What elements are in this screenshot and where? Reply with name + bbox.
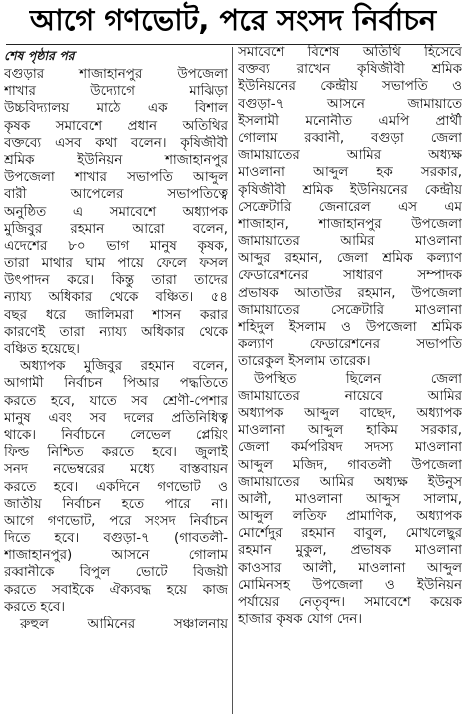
text-line: জাতীয় নির্বাচন হতে পারে না। <box>4 496 228 512</box>
right-column <box>238 44 462 716</box>
text-line: বঞ্চিত হয়েছে। <box>4 342 80 357</box>
text-line: করতে হবে। <box>4 599 66 615</box>
text-line: উপস্থিত ছিলেন জেলা <box>254 371 462 387</box>
text-line: করতে সবাইকে ঐক্যবদ্ধ হয়ে কাজ <box>4 582 228 598</box>
right-column-text <box>238 44 462 628</box>
text-line: ইসলামী মনোনীত এমপি প্রার্থী <box>238 113 462 129</box>
text-line: করতে হবে, যাতে সব শ্রেণী-পেশার <box>4 393 228 409</box>
text-line: আব্দুল মজিদ, গাবতলী উপজেলা <box>238 457 462 473</box>
text-line: বারী আপেলের সভাপতিত্বে <box>4 187 228 203</box>
text-line: গোলাম রব্বানী, বগুড়া জেলা <box>238 130 462 146</box>
text-line: শাজাহানপুর) আসনে গোলাম <box>4 548 228 564</box>
text-line: সনদ নভেম্বরের মধ্যে বাস্তবায়ন <box>4 462 228 478</box>
text-line: কৃষক সমাবেশে প্রধান অতিথির <box>4 118 228 134</box>
text-line: সেক্রেটারি জেনারেল এস এম <box>238 199 462 215</box>
text-line: মাওলানা আব্দুল হাকিম সরকার, <box>238 423 462 439</box>
text-line: জেলা কর্মপরিষদ সদস্য মাওলানা <box>238 440 462 456</box>
text-line: কাওসার আলী, মাওলানা আব্দুল <box>238 560 462 576</box>
text-line: শাখার উদ্যোগে মাঝিড়া <box>4 84 228 100</box>
text-line: শহিদুল ইসলাম ও উপজেলা শ্রমিক <box>238 320 462 335</box>
text-line: উচ্চবিদ্যালয় মাঠে এক বিশাল <box>4 101 228 117</box>
text-line: ইউনিয়নের কেন্দ্রীয় সভাপতি ও <box>238 79 462 95</box>
text-line: মানুষ এবং সব দলের প্রতিনিধিত্ব <box>4 410 228 426</box>
text-line: উৎপাদন করে। কিন্তু তারা তাদের <box>4 273 228 289</box>
text-line: মাওলানা আব্দুল হক সরকার, <box>238 165 462 181</box>
text-line: জামায়াতের আমির অধ্যক্ষ ইউনুস <box>238 474 462 490</box>
text-line: মোর্শেদুর রহমান বাবুল, মোখলেছুর <box>238 526 462 542</box>
text-line: আব্দুল লতিফ প্রামাণিক, অধ্যাপক <box>238 509 462 525</box>
text-line: বক্তব্য রাখেন কৃষিজীবী শ্রমিক <box>238 62 462 78</box>
text-line: জামায়াতের সেক্রেটারি মাওলানা <box>238 302 462 318</box>
text-line: জামায়াতের নায়েবে আমির <box>238 388 462 404</box>
text-line: থাকে। নির্বাচনে লেভেল প্লেয়িং <box>4 427 228 443</box>
text-line: আগামী নির্বাচন পিআর পদ্ধতিতে <box>4 376 228 392</box>
continuation-kicker: শেষ পৃষ্ঠার পর <box>4 48 75 63</box>
text-line: জামায়াতের আমির অধ্যক্ষ <box>238 148 462 164</box>
text-line: আগে গণভোট, পরে সংসদ নির্বাচন <box>4 513 228 529</box>
text-line: হাজার কৃষক যোগ দেন। <box>238 612 363 628</box>
text-line: করতে হবে। একদিনে গণভোট ও <box>4 479 228 495</box>
text-line: কারণেই তারা ন্যায্য অধিকার থেকে <box>4 324 228 340</box>
left-column-text <box>4 66 228 633</box>
text-line: বছর ধরে জালিমরা শাসন করার <box>4 307 228 323</box>
text-line: রুহুল আমিনের সঞ্চালনায় <box>20 617 228 632</box>
headline: আগে গণভোট, পরে সংসদ নির্বাচন <box>29 2 437 37</box>
text-line: বগুড়ার শাজাহানপুর উপজেলা <box>4 67 228 82</box>
text-line: আলী, মাওলানা আব্দুস সালাম, <box>238 491 462 507</box>
text-line: ফিল্ড নিশ্চিত করতে হবে। জুলাই <box>4 445 228 461</box>
text-line: অনুষ্ঠিত এ সমাবেশে অধ্যাপক <box>4 204 228 220</box>
text-line: পর্যায়ের নেতৃবৃন্দ। সমাবেশে কয়েক <box>238 595 462 610</box>
text-line: বক্তব্যে এসব কথা বলেন। কৃষিজীবী <box>4 135 228 151</box>
text-line: এদেশের ৮০ ভাগ মানুষ কৃষক, <box>4 238 228 254</box>
text-line: কৃষিজীবী শ্রমিক ইউনিয়নের কেন্দ্রীয় <box>238 182 462 198</box>
text-line: মুজিবুর রহমান আরো বলেন, <box>4 221 228 237</box>
text-line: রব্বানীকে বিপুল ভোটে বিজয়ী <box>4 565 228 581</box>
text-line: অধ্যাপক আব্দুল বাছেদ, অধ্যাপক <box>238 405 462 421</box>
column-divider <box>232 47 233 714</box>
text-line: দিতে হবে। বগুড়া-৭ (গাবতলী- <box>4 531 228 547</box>
text-line: তারা মাথার ঘাম পায়ে ফেলে ফসল <box>4 256 228 272</box>
text-line: জামায়াতের আমির মাওলানা <box>238 234 462 250</box>
text-line: সমাবেশে বিশেষ অতিথি হিসেবে <box>238 45 462 60</box>
text-line: মোমিনসহ উপজেলা ও ইউনিয়ন <box>238 577 462 593</box>
text-line: তারেকুল ইসলাম তারেক। <box>238 354 371 370</box>
text-line: আব্দুর রহমান, জেলা শ্রমিক কল্যাণ <box>238 251 462 267</box>
text-line: ন্যায্য অধিকার থেকে বঞ্চিত। ৫৪ <box>4 290 228 306</box>
text-line: বগুড়া-৭ আসনে জামায়াতে <box>238 96 462 112</box>
text-line: প্রভাষক আতাউর রহমান, উপজেলা <box>238 285 462 301</box>
text-line: শাজাহান, শাজাহানপুর উপজেলা <box>238 216 462 232</box>
text-line: কল্যাণ ফেডারেশনের সভাপতি <box>238 337 462 353</box>
text-line: উপজেলা শাখার সভাপতি আব্দুল <box>4 170 228 186</box>
text-line: অধ্যাপক মুজিবুর রহমান বলেন, <box>20 359 228 375</box>
text-line: ফেডারেশনের সাধারণ সম্পাদক <box>238 268 462 284</box>
text-line: রহমান মুকুল, প্রভাষক মাওলানা <box>238 543 462 559</box>
text-line: শ্রমিক ইউনিয়ন শাজাহানপুর <box>4 152 228 168</box>
left-column <box>4 44 228 716</box>
